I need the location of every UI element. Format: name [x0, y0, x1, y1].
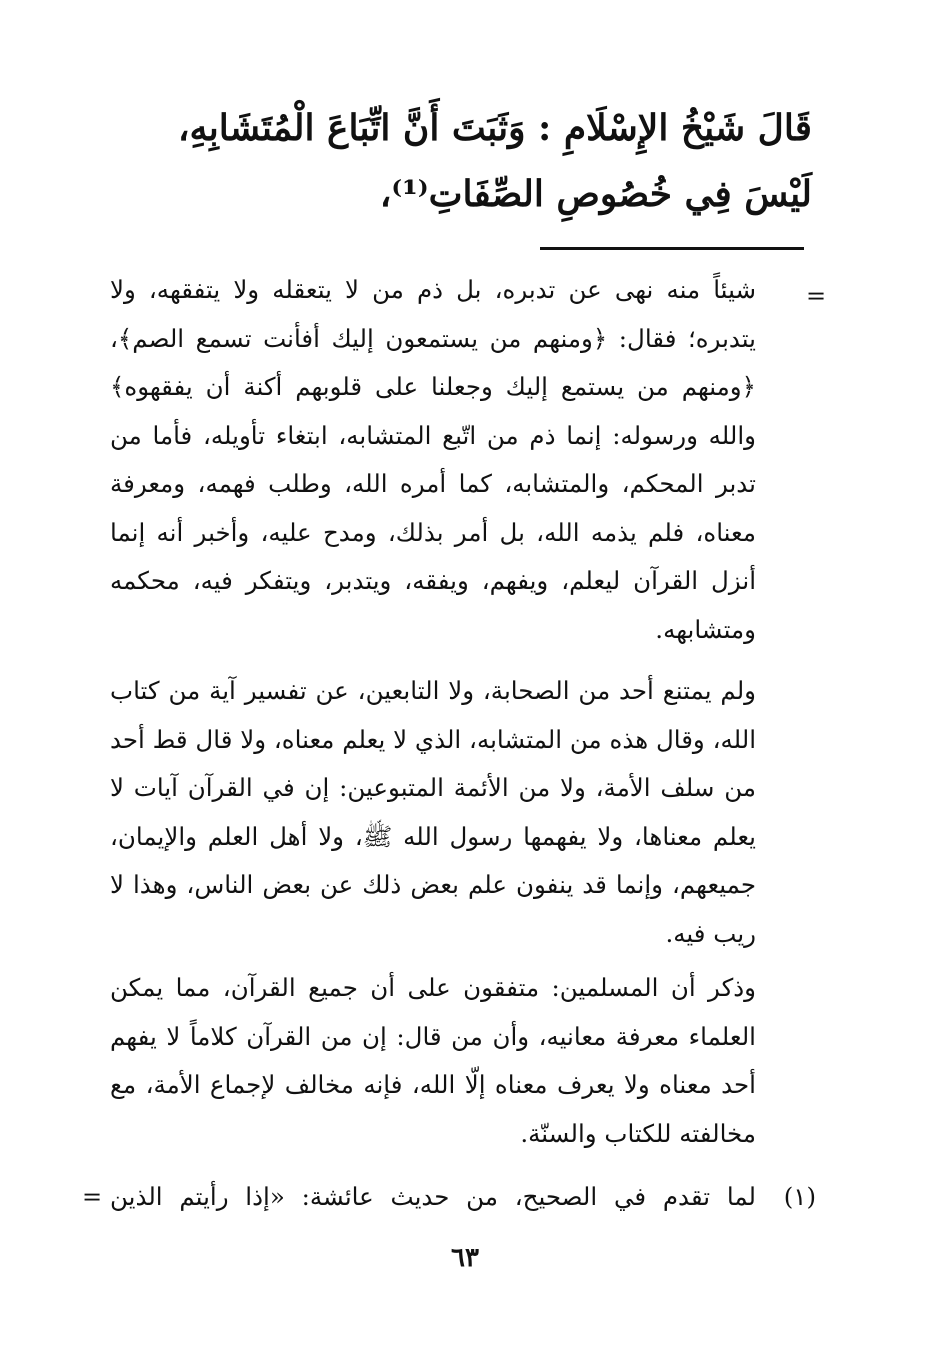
paragraph-2: ولم يمتنع أحد من الصحابة، ولا التابعين، عن تفسير آية من كتاب الله، وقال هذه من المتشابه، الذي لا يعلم معناه، ولا قال قط أحد من سلف الأمة، ولا من الأئمة المتبوعين: إن في القرآن آيات لا يعلم معناها، ولا يفهمها رسول الله ﷺ، ولا أهل العلم والإيمان، جميعهم، وإنما قد ينفون علم بعض ذلك عن بعض الناس، وهذا لا ريب فيه.	[110, 676, 756, 948]
continuation-marker: =	[806, 282, 827, 310]
footnote-text: لما تقدم في الصحيح، من حديث عائشة: «إذا رأيتم الذين	[110, 1182, 756, 1211]
footnote-separator-rule	[540, 247, 804, 250]
paragraph-3: وذكر أن المسلمين: متفقون على أن جميع القرآن، مما يمكن العلماء معرفة معانيه، وأن من قال: إن من القرآن كلاماً لا يفهم أحد معناه ولا يعرف معناه إلّا الله، فإنه مخالف لإجماع الأمة، مع مخالفته للكتاب والسنّة.	[110, 973, 756, 1148]
footnote-continuation-marker: =	[81, 1183, 103, 1211]
paragraph-1: شيئاً منه نهى عن تدبره، بل ذم من لا يتعقله ولا يتفقهه، ولا يتدبره؛ فقال: ﴿ومنهم من يستمعون إليك أفأنت تسمع الصم﴾، ﴿ومنهم من يستمع إليك وجعلنا على قلوبهم أكنة أن يفقهوه﴾ والله ورسوله: إنما ذم من اتّبع المتشابه، ابتغاء تأويله، فأما من تدبر المحكم، والمتشابه، كما أمره الله، وطلب فهمه، ومعرفة معناه، فلم يذمه الله، بل أمر بذلك، ومدح عليه، وأخبر أنه إنما أنزل القرآن ليعلم، ويفهم، ويفقه، ويتدبر، ويتفكر فيه، محكمه ومتشابهه.	[110, 275, 756, 644]
footnote-number: (١)	[783, 1182, 816, 1211]
page-number: ٦٣	[451, 1243, 479, 1273]
chapter-heading: قَالَ شَيْخُ الإِسْلَامِ : وَثَبَتَ أَنَّ اتِّبَاعَ الْمُتَشَابِهِ، لَيْسَ فِي خُصُوصِ الصِّفَاتِ⁽¹⁾،	[177, 107, 812, 215]
